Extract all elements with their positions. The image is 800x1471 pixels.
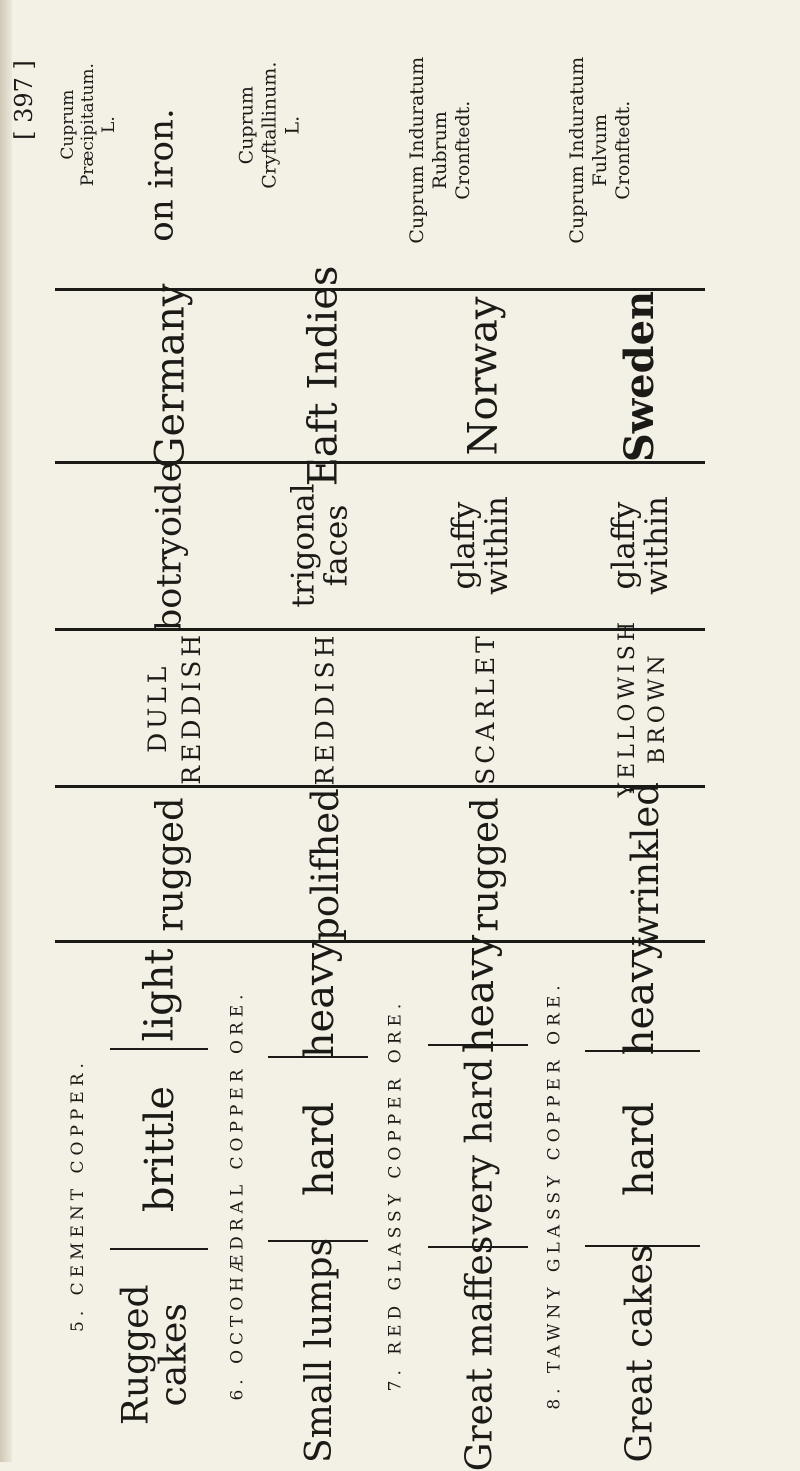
- hardness-2: hard: [297, 1101, 343, 1197]
- colour-4: YELLOWISH BROWN: [614, 618, 670, 798]
- rule-weight-hard-1: [110, 1048, 208, 1050]
- weight-4: heavy: [617, 936, 664, 1056]
- rule-after-surface: [55, 940, 705, 943]
- colour-1: DULL REDDISH: [143, 631, 206, 785]
- hardness-3: very hard: [459, 1058, 501, 1234]
- hardness-4: hard: [617, 1101, 663, 1196]
- surface-3: rugged: [463, 796, 507, 932]
- country-3: Norway: [460, 296, 507, 456]
- section-heading-8: 8. TAWNY GLASSY COPPER ORE.: [545, 980, 566, 1410]
- colour-2: REDDISH: [310, 631, 340, 785]
- rule-after-colour: [55, 785, 705, 788]
- section-heading-6: 6. OCTOHÆDRAL COPPER ORE.: [228, 989, 249, 1401]
- country-4: Sweden: [616, 290, 664, 462]
- surface-1: rugged: [148, 796, 192, 932]
- form-1: Rugged cakes: [115, 1284, 195, 1425]
- surface-4: wrinkled: [623, 781, 667, 947]
- structure-1: botryoide: [149, 461, 190, 631]
- form-4: Great cakes: [619, 1244, 661, 1462]
- structure-3: glaffy within: [445, 496, 514, 596]
- page-spine: [0, 0, 12, 1462]
- latin-name-2: Cuprum Cryftallinum. L.: [235, 61, 304, 189]
- country-2: Eaft Indies: [300, 265, 346, 487]
- section-heading-5: 5. CEMENT COPPER.: [68, 1058, 89, 1332]
- country-1: Germany: [147, 283, 194, 469]
- weight-3: heavy: [457, 934, 504, 1053]
- section-heading-7: 7. RED GLASSY COPPER ORE.: [385, 998, 405, 1392]
- surface-2: polifhed: [303, 787, 347, 941]
- latin-name-1: Cuprum Præcipitatum. L.: [58, 63, 120, 187]
- form-3: Great maffes: [459, 1235, 501, 1471]
- latin-name-3: Cuprum Induratum Rubrum Cronftedt.: [405, 56, 474, 244]
- colour-3: SCARLET: [470, 631, 500, 785]
- rule-hard-form-1: [110, 1248, 208, 1250]
- weight-2: heavy: [297, 939, 344, 1059]
- structure-4: glaffy within: [605, 496, 674, 596]
- form-2: Small lumps: [299, 1237, 341, 1464]
- hardness-1: brittle: [137, 1085, 184, 1213]
- latin-name-4: Cuprum Induratum Fulvum Cronftedt.: [565, 56, 634, 244]
- structure-2: trigonal faces: [285, 483, 354, 609]
- weight-1: light: [137, 948, 183, 1042]
- page-number: [ 397 ]: [10, 60, 39, 140]
- latin-name-on-iron: on iron.: [142, 108, 183, 242]
